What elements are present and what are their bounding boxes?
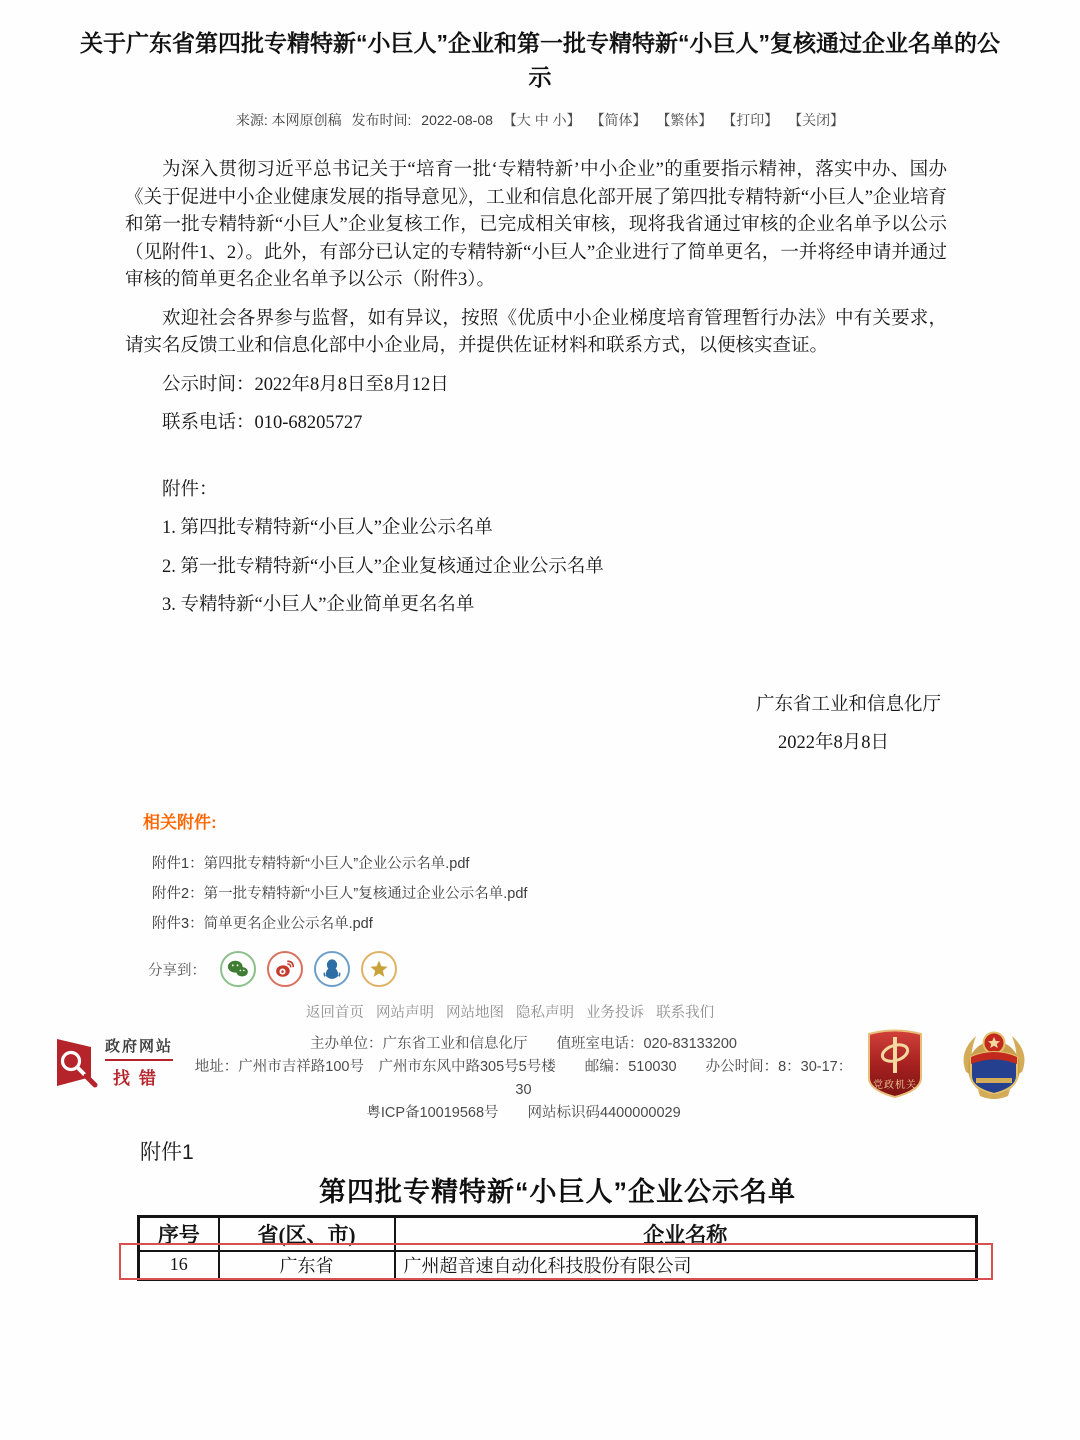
footer: [55, 1026, 1030, 1125]
footer-address-line: 地址：广州市吉祥路100号 广州市东风中路305号5号楼 邮编：510030 办公时间：8：30-17：30: [194, 1059, 853, 1098]
footer-info: [191, 1026, 856, 1125]
publish-date-label: 发布时间:: [351, 112, 412, 128]
attachment-link-3[interactable]: [152, 909, 903, 939]
page-title: 关于广东省第四批专精特新“小巨人”企业和第一批专精特新“小巨人”复核通过企业名单的公示: [80, 30, 1000, 90]
attachment-file-name[interactable]: 第一批专精特新“小巨人”复核通过企业公示名单.pdf: [203, 886, 528, 902]
cell-company: 广州超音速自动化科技股份有限公司: [395, 1251, 977, 1280]
sign-date: 2022年8月8日: [777, 733, 889, 753]
footer-link-privacy[interactable]: 隐私声明: [516, 1005, 575, 1021]
article-meta: [0, 110, 1080, 130]
annex-label: 附件1: [140, 1141, 194, 1164]
error-badge-text: [105, 1035, 173, 1089]
header-province: 省(区、市): [219, 1217, 395, 1251]
close-button[interactable]: 【关闭】: [788, 112, 845, 128]
footer-link-contact[interactable]: 联系我们: [656, 1005, 715, 1021]
qq-share-icon[interactable]: [314, 951, 350, 987]
qzone-star-icon: [368, 958, 390, 980]
attachment-label: 附件2：: [152, 886, 204, 902]
attachment-label: 附件3：: [152, 916, 204, 932]
publish-date: 2022-08-08: [421, 112, 493, 128]
footer-nav: [150, 1001, 870, 1022]
notice-period: 公示时间：2022年8月8日至8月12日: [162, 374, 449, 395]
attachments-label: 附件：: [162, 479, 218, 500]
annex-table: [137, 1215, 978, 1281]
share-label: 分享到：: [148, 962, 206, 979]
attachment-item: 1. 第四批专精特新“小巨人”企业公示名单: [162, 518, 493, 538]
wechat-share-icon[interactable]: [220, 951, 256, 987]
attachment-file-name[interactable]: 第四批专精特新“小巨人”企业公示名单.pdf: [203, 856, 470, 872]
paragraph: 欢迎社会各界参与监督，如有异议，按照《优质中小企业梯度培育管理暂行办法》中有关要求，请实名反馈工业和信息化部中小企业局，并提供佐证材料和联系方式，以便核实查证。: [125, 308, 947, 356]
footer-link-complaint[interactable]: 业务投诉: [586, 1005, 645, 1021]
police-emblem-icon[interactable]: [958, 1026, 1030, 1100]
magnifier-flag-icon: [55, 1034, 101, 1090]
print-button[interactable]: 【打印】: [722, 112, 779, 128]
attachment-item: 3. 专精特新“小巨人”企业简单更名名单: [162, 595, 475, 615]
footer-link-statement[interactable]: 网站声明: [375, 1005, 434, 1021]
footer-icp-line: 粤ICP备10019568号 网站标识码4400000029: [366, 1105, 681, 1121]
source-label: 来源: 本网原创稿: [235, 112, 342, 128]
footer-badges: [866, 1026, 1030, 1100]
table-header-row: [139, 1217, 977, 1251]
simplified-button[interactable]: 【简体】: [590, 112, 647, 128]
attachment-link-2[interactable]: [152, 879, 903, 909]
attachment-file-name[interactable]: 简单更名企业公示名单.pdf: [203, 916, 373, 932]
annex-section: [0, 1140, 1080, 1281]
attachment-item: 2. 第一批专精特新“小巨人”企业复核通过企业公示名单: [162, 556, 604, 577]
related-attachments-heading: 相关附件:: [143, 813, 217, 832]
font-size-button[interactable]: 【大 中 小】: [502, 112, 581, 128]
footer-link-sitemap[interactable]: 网站地图: [445, 1005, 504, 1021]
share-row: [148, 951, 903, 987]
related-attachments-section: [143, 808, 903, 987]
related-files-list: [152, 849, 903, 939]
weibo-icon: [274, 958, 296, 980]
error-badge-line1: 政府网站: [105, 1035, 173, 1061]
table-row: [139, 1251, 977, 1280]
wechat-icon: [227, 958, 249, 980]
attachment-label: 附件1：: [152, 856, 204, 872]
cell-province: 广东省: [219, 1251, 395, 1280]
annex-table-title: 第四批专精特新“小巨人”企业公示名单: [319, 1177, 796, 1207]
weibo-share-icon[interactable]: [267, 951, 303, 987]
qq-icon: [321, 958, 343, 980]
gov-site-error-report-badge[interactable]: [55, 1034, 191, 1090]
traditional-button[interactable]: 【繁体】: [656, 112, 713, 128]
header-company: 企业名称: [395, 1217, 977, 1251]
error-badge-line2: 找错: [113, 1069, 165, 1088]
paragraph: 为深入贯彻习近平总书记关于“培育一批‘专精特新’中小企业”的重要指示精神，落实中办、国办《关于促进中小企业健康发展的指导意见》，工业和信息化部开展了第四批专精特新“小巨人”企业培育和第一批专精特新“小巨人”企业复核工作，已完成相关审核，现将我省通过审核的企业名单予以公示（见附件1、2）。此外，有部分已认定的专精特新“小巨人”企业进行了简单更名，一并将经申请并通过审核的简单更名企业名单予以公示（附件3）。: [125, 160, 947, 290]
party-badge-label: 党政机关: [873, 1080, 917, 1091]
attachment-link-1[interactable]: [152, 849, 903, 879]
article-body: [125, 157, 947, 769]
footer-host-line: 主办单位：广东省工业和信息化厅 值班室电话：020-83133200: [309, 1036, 738, 1052]
party-government-badge-icon[interactable]: [866, 1026, 924, 1100]
signer: 广东省工业和信息化厅: [755, 694, 941, 715]
cell-no: 16: [139, 1251, 219, 1280]
header-no: 序号: [139, 1217, 219, 1251]
qzone-share-icon[interactable]: [361, 951, 397, 987]
footer-link-home[interactable]: 返回首页: [305, 1005, 364, 1021]
contact-phone: 联系电话：010-68205727: [162, 413, 363, 433]
